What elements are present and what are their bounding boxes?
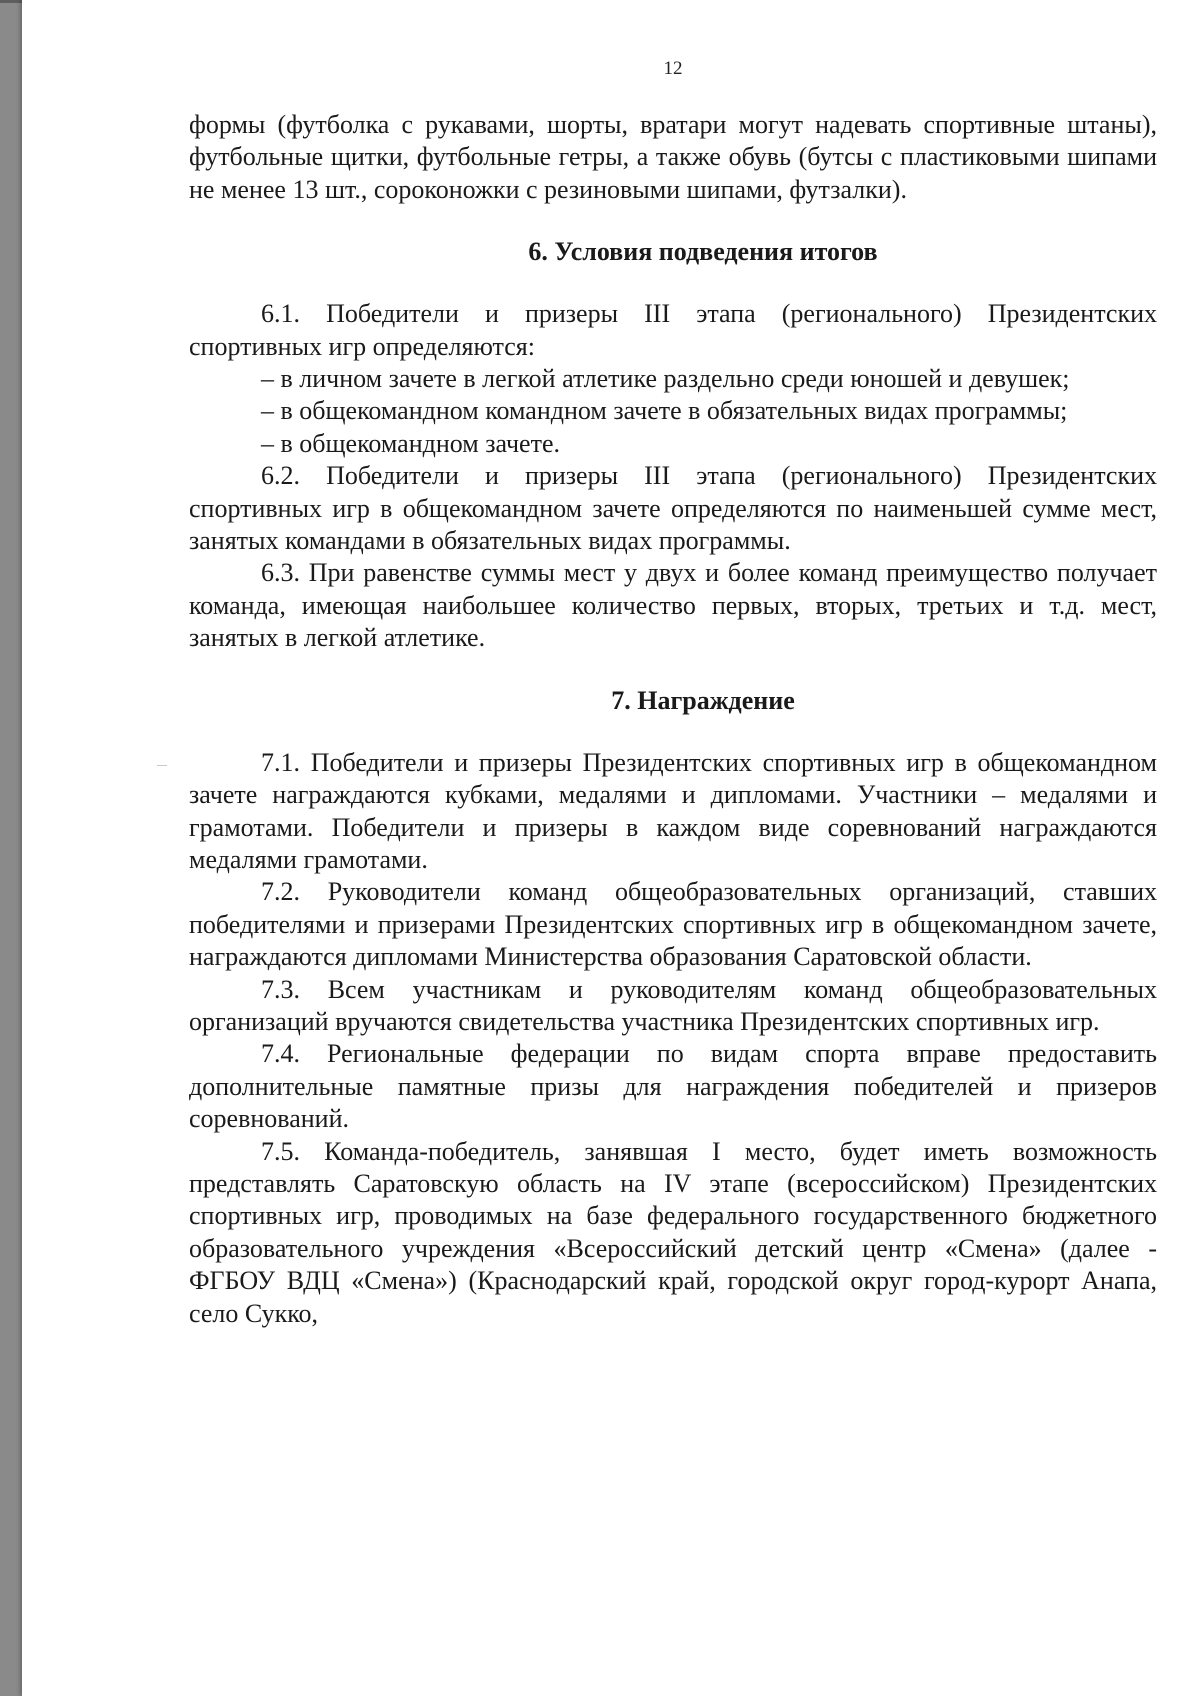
paragraph-6-1-item-c: – в общекомандном зачете. [261, 428, 560, 458]
intro-paragraph: формы (футболка с рукавами, шорты, вратари могут надевать спортивные штаны), футбольные щитки, футбольные гетры, а также обувь (бутсы с пластиковыми шипами не менее 13 шт., сороконожки с резиновыми шипами, футзалки). [189, 110, 1157, 204]
paragraph-6-1-item-a: – в личном зачете в легкой атлетике раздельно среди юношей и девушек; [261, 364, 1070, 394]
page-number: 12 [663, 58, 683, 79]
paragraph-6-3: 6.3. При равенстве суммы мест у двух и более команд преимущество получает команда, имеющая наибольшее количество первых, вторых, третьих и т.д. мест, занятых в легкой атлетике. [189, 558, 1157, 653]
section-7-heading: 7. Награждение [611, 685, 795, 715]
text-flow [189, 109, 1157, 1330]
paragraph-7-2: 7.2. Руководители команд общеобразовательных организаций, ставших победителями и призерами Президентских спортивных игр в общекомандном зачете, награждаются дипломами Министерства образования Саратовской области. [189, 877, 1157, 972]
paragraph-7-5: 7.5. Команда-победитель, занявшая I место, будет иметь возможность представлять Саратовскую область на IV этапе (всероссийском) Президентских спортивных игр, проводимых на базе федерального государственного бюджетного образовательного учреждения «Всероссийский детский центр «Смена» (далее - ФГБОУ ВДЦ «Смена») (Краснодарский край, городской округ город-курорт Анапа, село Сукко, [189, 1136, 1157, 1328]
paragraph-6-1-item-b: – в общекомандном командном зачете в обязательных видах программы; [261, 396, 1068, 426]
paragraph-6-1: 6.1. Победители и призеры III этапа (регионального) Президентских спортивных игр определяются: [189, 299, 1157, 361]
document-page [22, 0, 1200, 1696]
scan-mark [157, 765, 167, 766]
paragraph-6-2: 6.2. Победители и призеры III этапа (регионального) Президентских спортивных игр в общекомандном зачете определяются по наименьшей сумме мест, занятых командами в обязательных видах программы. [189, 461, 1157, 556]
paragraph-7-4: 7.4. Региональные федерации по видам спорта вправе предоставить дополнительные памятные призы для награждения победителей и призеров соревнований. [189, 1039, 1157, 1134]
paragraph-7-3: 7.3. Всем участникам и руководителям команд общеобразовательных организаций вручаются свидетельства участника Президентских спортивных игр. [189, 974, 1157, 1036]
section-6-heading: 6. Условия подведения итогов [528, 237, 878, 267]
paragraph-7-1: 7.1. Победители и призеры Президентских спортивных игр в общекомандном зачете награждаются кубками, медалями и дипломами. Участники – медалями и грамотами. Победители и призеры в каждом виде соревнований награждаются медалями грамотами. [189, 747, 1157, 874]
